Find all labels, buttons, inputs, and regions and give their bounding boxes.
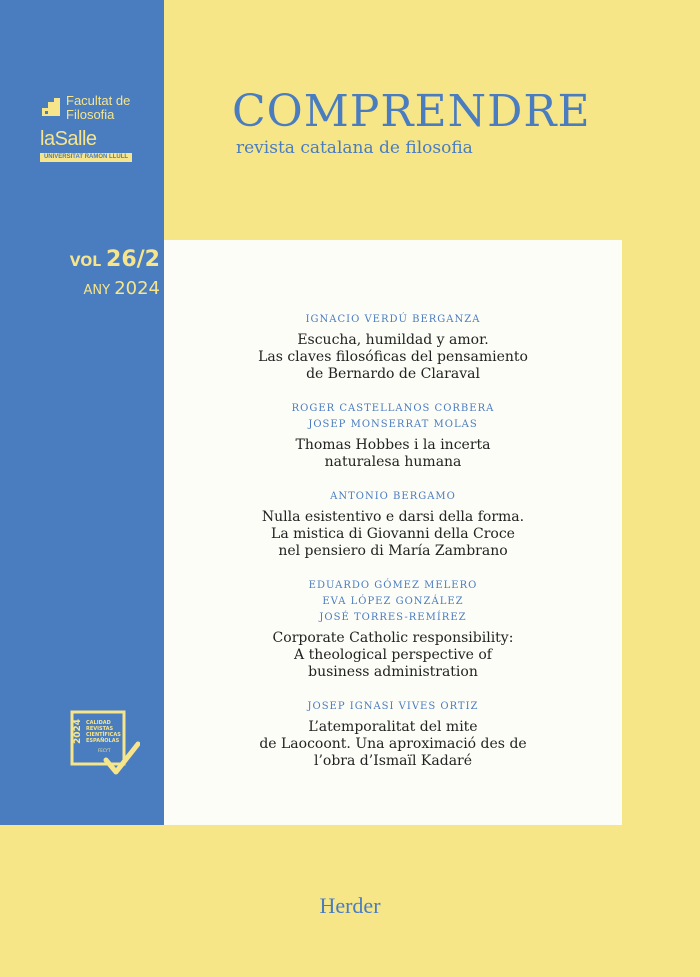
seal-line3: CIENTÍFICAS [86, 732, 121, 738]
article-author: IGNACIO VERDÚ BERGANZA [305, 314, 481, 325]
article-entry [164, 578, 622, 681]
journal-title: COMPRENDRE [232, 86, 591, 137]
year-value: 2024 [114, 278, 160, 299]
article-title-line: Escucha, humildad y amor. [297, 332, 489, 348]
university-name: UNIVERSITAT RAMON LLULL [40, 153, 132, 162]
article-title-line: nel pensiero di María Zambrano [278, 543, 508, 559]
faculty-logo-icon [40, 96, 62, 118]
article-author: JOSEP IGNASI VIVES ORTIZ [307, 701, 479, 712]
article-title-line: de Laocoont. Una aproximació des de [259, 736, 527, 752]
article-author: ROGER CASTELLANOS CORBERA [291, 403, 495, 414]
seal-line1: CALIDAD [86, 720, 111, 726]
article-author: EDUARDO GÓMEZ MELERO [308, 580, 478, 591]
article-author: ANTONIO BERGAMO [330, 491, 456, 502]
article-entry [164, 489, 622, 560]
article-author: JOSÉ TORRES-REMÍREZ [319, 612, 467, 623]
article-title-line: Las claves filosóficas del pensamiento [258, 349, 528, 365]
faculty-line1: Facultat de [66, 93, 131, 108]
seal-line4: ESPAÑOLAS [86, 738, 120, 744]
vol-label: VOL [69, 254, 102, 270]
article-title-line: La mistica di Giovanni della Croce [271, 526, 515, 542]
article-title-line: business administration [308, 664, 478, 680]
article-title [164, 509, 622, 560]
article-title-line: A theological perspective of [294, 647, 492, 663]
article-title-line: l’obra d’Ismaïl Kadaré [313, 753, 473, 769]
article-list [164, 312, 622, 788]
article-title-line: de Bernardo de Claraval [306, 366, 480, 382]
article-title-line: naturalesa humana [324, 454, 462, 470]
journal-subtitle: revista catalana de filosofia [236, 138, 473, 158]
article-title [164, 630, 622, 681]
publisher-name: Herder [319, 893, 381, 918]
article-title [164, 437, 622, 471]
article-title-line: Corporate Catholic responsibility: [272, 630, 514, 646]
lasalle-brand: laSalle [40, 128, 97, 150]
seal-year: 2024 [73, 718, 83, 744]
faculty-line2: Filosofia [66, 107, 115, 122]
article-author: JOSEP MONSERRAT MOLAS [308, 419, 478, 430]
article-author: EVA LÓPEZ GONZÁLEZ [322, 596, 464, 607]
article-entry [164, 699, 622, 770]
blue-band [0, 0, 164, 825]
article-title [164, 332, 622, 383]
article-title [164, 719, 622, 770]
year-label: ANY [83, 283, 111, 298]
seal-line2: REVISTAS [86, 726, 114, 732]
quality-seal-icon [70, 710, 140, 780]
vol-number: 26/2 [106, 247, 160, 272]
volume-info [70, 247, 160, 299]
article-title-line: Thomas Hobbes i la incerta [295, 437, 491, 453]
article-entry [164, 312, 622, 383]
faculty-name [66, 94, 130, 122]
seal-org: FECYT [98, 748, 111, 753]
article-entry [164, 401, 622, 471]
article-title-line: Nulla esistentivo e darsi della forma. [261, 509, 525, 525]
article-title-line: L’atemporalitat del mite [308, 719, 478, 735]
